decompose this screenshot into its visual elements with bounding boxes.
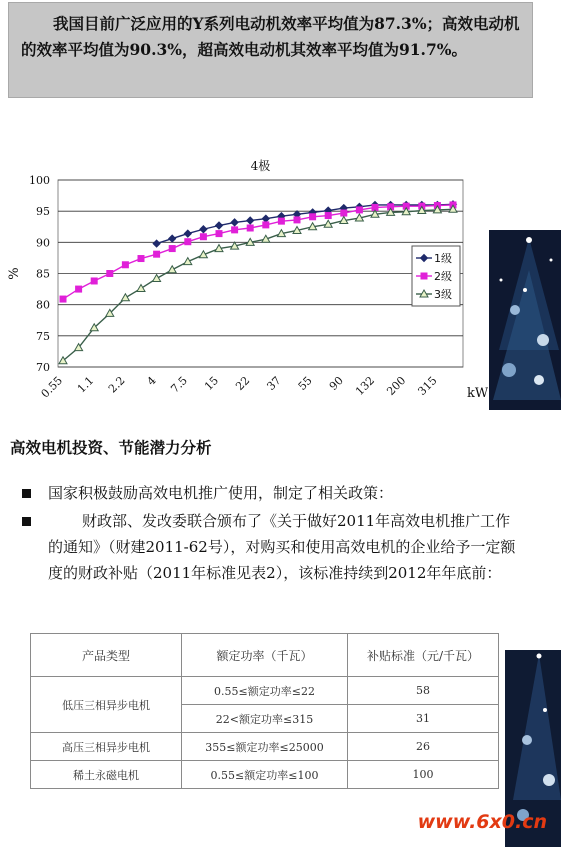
table-header-row: [31, 634, 499, 677]
efficiency-note-box: [8, 2, 533, 98]
efficiency-chart: [0, 148, 488, 410]
data-point: [216, 231, 222, 237]
data-point: [356, 207, 362, 213]
column-header: 产品类型: [31, 634, 182, 677]
bullet-text: 国家积极鼓励高效电机推广使用，制定了相关政策：: [48, 484, 394, 502]
x-tick-label: 1.1: [74, 373, 97, 396]
y-tick-label: 75: [36, 329, 50, 343]
table-row: [31, 733, 499, 761]
legend-label: 2级: [434, 270, 452, 283]
christmas-tree-decoration: [489, 230, 561, 410]
data-point: [138, 256, 144, 262]
data-point: [232, 227, 238, 233]
data-point: [341, 210, 347, 216]
y-axis-label: %: [7, 267, 22, 280]
y-tick-label: 90: [36, 236, 50, 250]
table-cell: 58: [348, 677, 499, 705]
x-tick-label: 37: [264, 373, 284, 394]
table-row: [31, 761, 499, 789]
table-cell: 355≤额定功率≤25000: [182, 733, 348, 761]
table-row: [31, 677, 499, 705]
x-tick-label: 90: [326, 373, 346, 394]
bottom-slide: [0, 410, 561, 847]
chart-title: 4极: [250, 159, 271, 173]
bullet-item: [22, 480, 542, 510]
subsidy-table: [30, 633, 499, 789]
x-tick-label: 132: [353, 373, 378, 398]
efficiency-note-text: 我国目前广泛应用的Y系列电动机效率平均值为87.3%；高效电动机的效率平均值为90.3%，超高效电动机其效率平均值为91.7%。: [21, 14, 520, 59]
x-tick-label: 7.5: [168, 373, 190, 396]
data-point: [294, 217, 300, 223]
legend-label: 3级: [434, 288, 452, 301]
data-point: [60, 296, 66, 302]
table-cell: 高压三相异步电机: [31, 733, 182, 761]
bullet-square-icon: [22, 517, 31, 526]
x-tick-label: 315: [415, 373, 440, 398]
table-cell: 100: [348, 761, 499, 789]
column-header: 额定功率（千瓦）: [182, 634, 348, 677]
section-title: 高效电机投资、节能潜力分析: [10, 439, 212, 457]
data-point: [107, 271, 113, 277]
bullet-text: 财政部、发改委联合颁布了《关于做好2011年高效电机推广工作的通知》（财建2011-62号），对购买和使用高效电机的企业给予一定额度的财政补贴（2011年标准见表2），该标准持续到2012年年底前：: [48, 512, 516, 582]
data-point: [200, 234, 206, 240]
data-point: [310, 214, 316, 220]
y-tick-label: 80: [36, 298, 50, 312]
x-tick-label: 0.55: [38, 373, 66, 401]
data-point: [154, 251, 160, 257]
data-point: [263, 222, 269, 228]
x-axis-label: kW: [467, 386, 488, 401]
table-cell: 31: [348, 705, 499, 733]
column-header: 补贴标准（元/千瓦）: [348, 634, 499, 677]
data-point: [185, 239, 191, 245]
table-cell: 26: [348, 733, 499, 761]
top-slide: [0, 0, 561, 410]
bullet-item: [22, 508, 542, 618]
data-point: [91, 278, 97, 284]
table-cell: 0.55≤额定功率≤22: [182, 677, 348, 705]
y-tick-label: 95: [36, 205, 50, 219]
table-cell: 稀土永磁电机: [31, 761, 182, 789]
table-cell: 22<额定功率≤315: [182, 705, 348, 733]
data-point: [247, 225, 253, 231]
x-tick-label: 22: [233, 373, 253, 394]
efficiency-chart-panel: [0, 148, 488, 410]
table-cell: 低压三相异步电机: [31, 677, 182, 733]
x-tick-label: 2.2: [105, 373, 128, 396]
data-point: [76, 286, 82, 292]
y-tick-label: 85: [36, 267, 50, 281]
table-cell: 0.55≤额定功率≤100: [182, 761, 348, 789]
data-point: [278, 218, 284, 224]
bullet-square-icon: [22, 489, 31, 498]
x-tick-label: 15: [202, 373, 222, 394]
y-tick-label: 70: [36, 361, 50, 374]
data-point: [169, 246, 175, 252]
x-tick-label: 4: [144, 373, 159, 389]
site-watermark: www.6x0.cn: [417, 811, 547, 833]
legend-label: 1级: [434, 252, 452, 265]
data-point: [421, 273, 427, 279]
data-point: [122, 262, 128, 268]
data-point: [325, 213, 331, 219]
x-tick-label: 55: [295, 373, 315, 394]
y-tick-label: 100: [29, 174, 50, 187]
x-tick-label: 200: [384, 373, 409, 398]
